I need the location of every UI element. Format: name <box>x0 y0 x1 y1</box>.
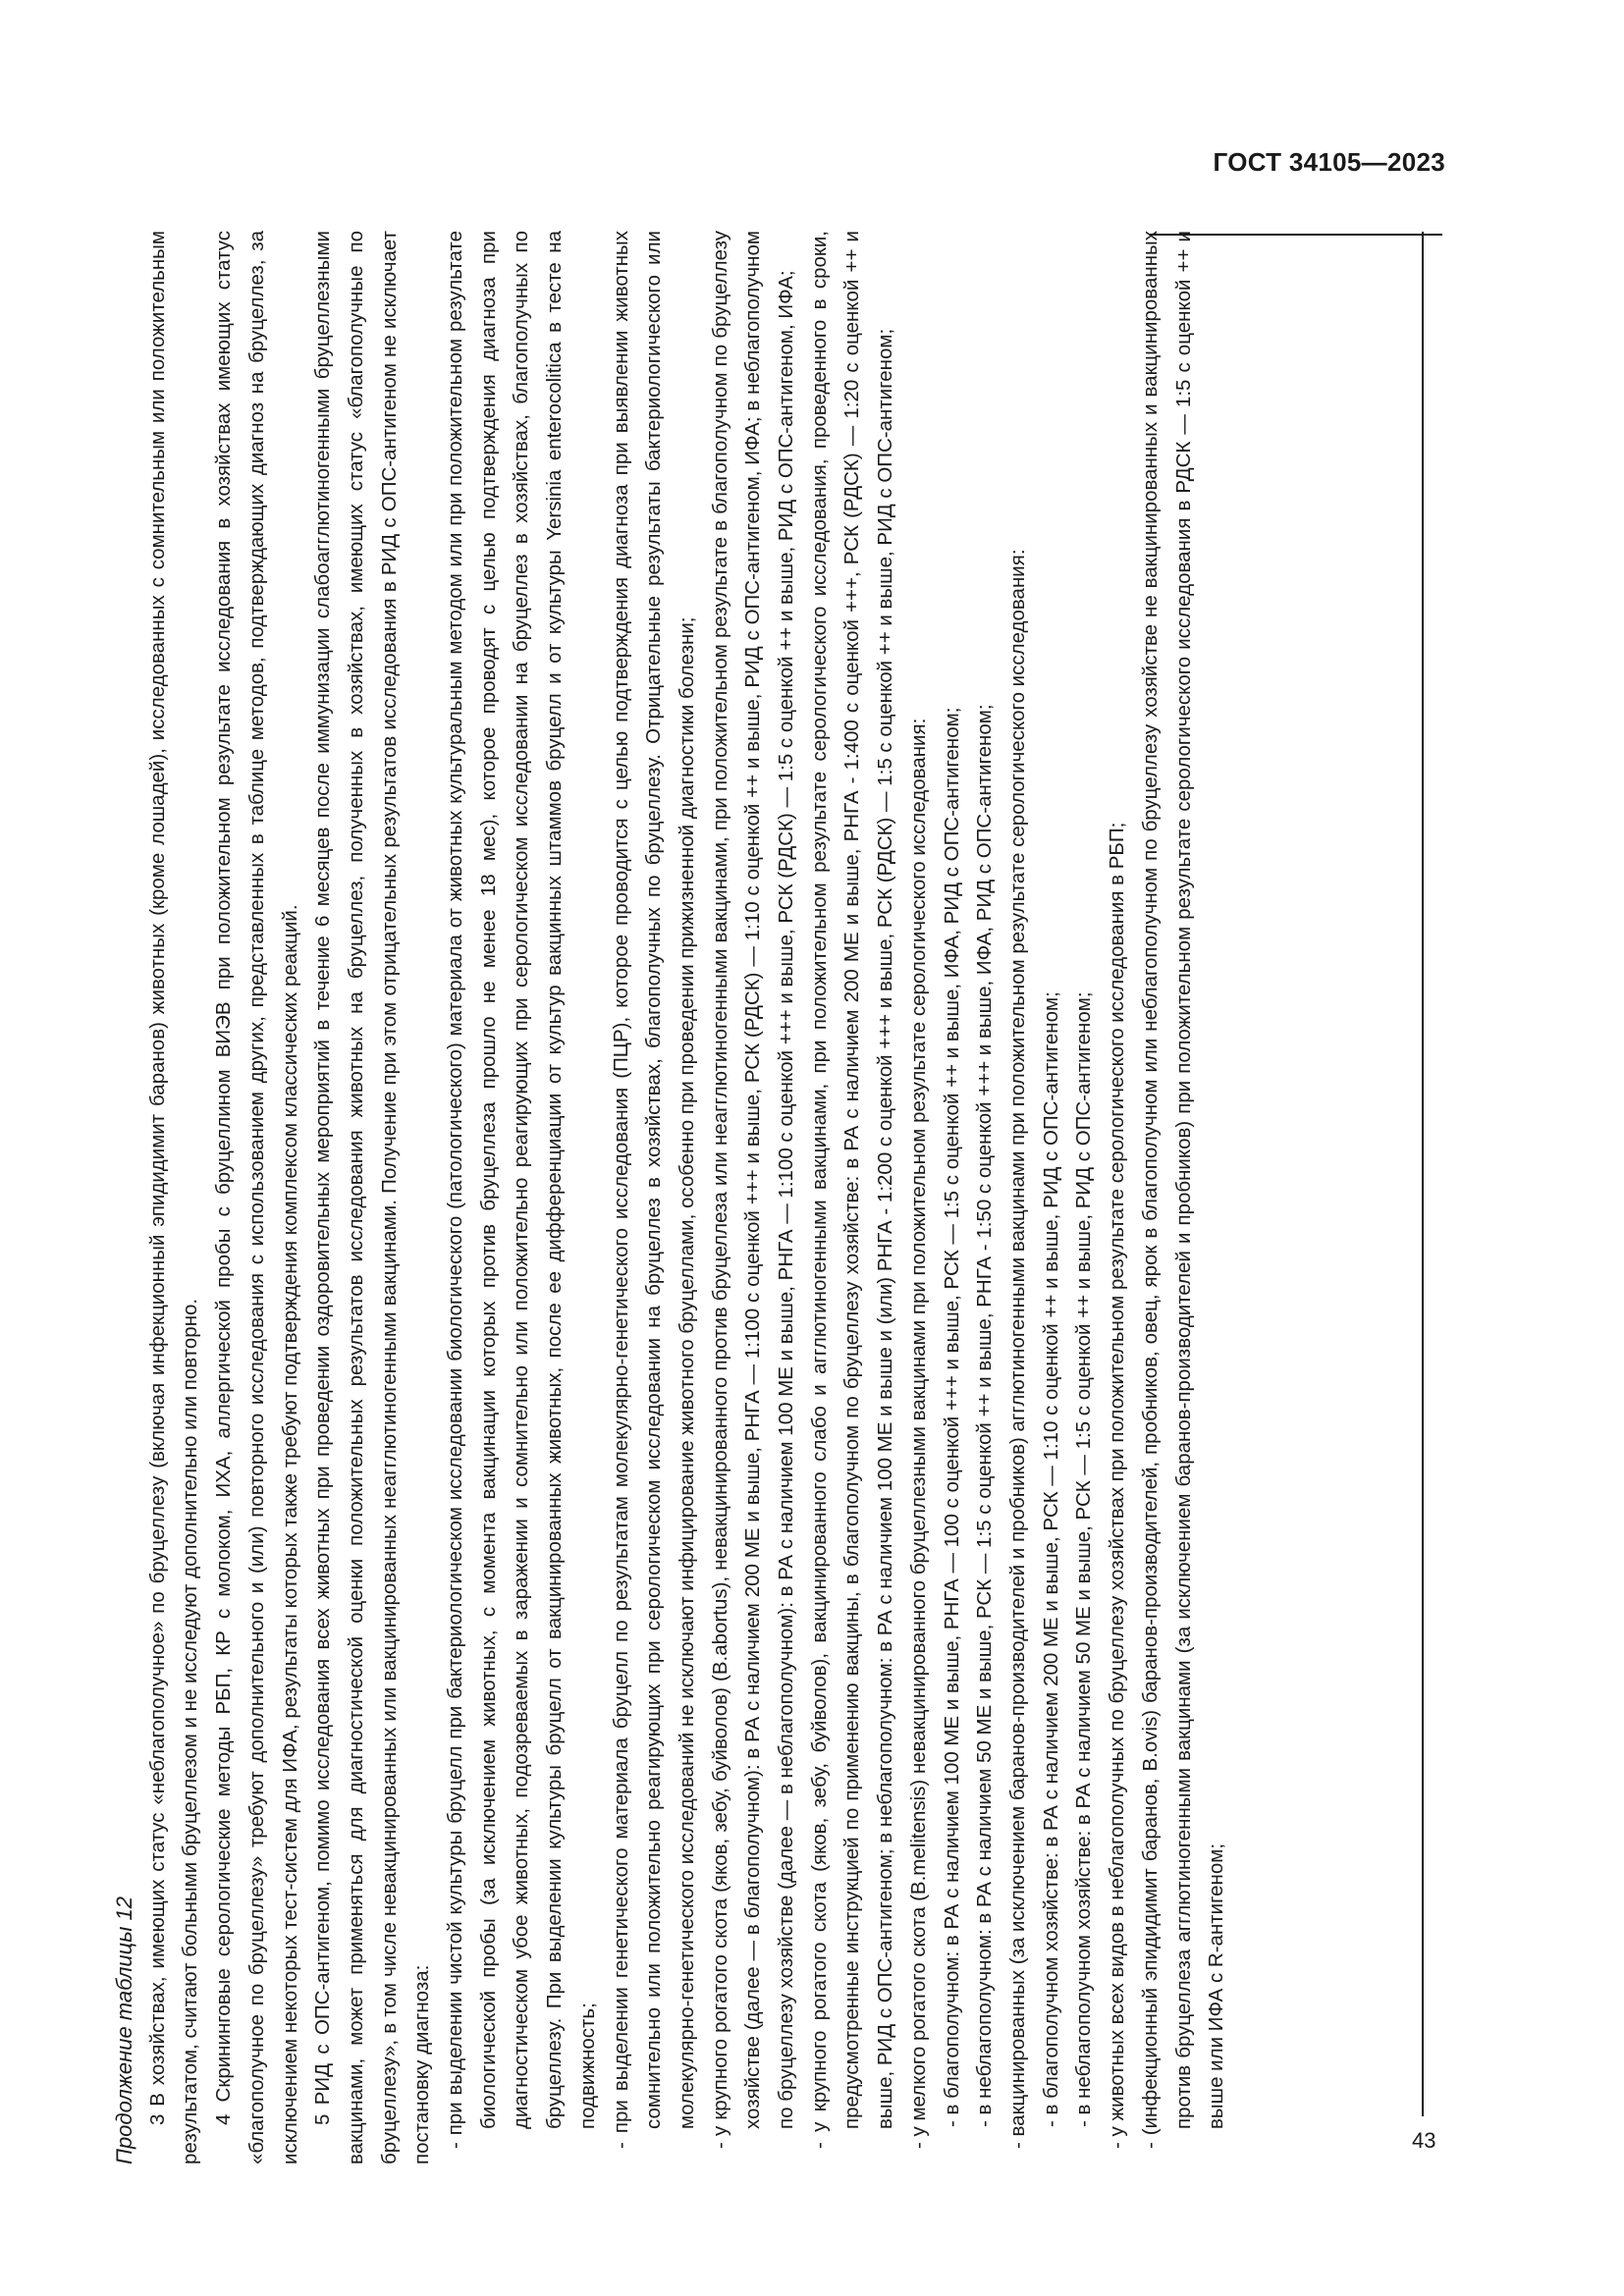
note-5: 5 РИД с ОПС-антигеном, помимо исследования всех животных при проведении оздоровительных мероприятий в течение 6 месяцев после иммунизации слабоагглютиногенными бруцеллезными вакцинами, может применяться для диагностической оценки положительных результатов исследования животных на бруцеллез, полученных в хозяйствах, имеющих статус «благополучные по бруцеллезу», в том числе невакцинированных или вакцинированных неагглютиногенными вакцинами. Получение при этом отрицательных результатов исследования в РИД с ОПС-антигеном не исключает постановку диагноза: <box>311 231 434 2164</box>
list-item: - вакцинированных (за исключением баранов-производителей и пробников) агглютиногенными вакцинами при положительном результате серологического исследования: <box>1005 549 1029 2149</box>
note-4: 4 Скрининговые серологические методы РБП, КР с молоком, ИХА, аллергической пробы с бруцеллином ВИЭВ при положительном результате исследования в хозяйствах имеющих статус «благополучное по бруцеллезу» требуют дополнительного и (или) повторного исследования с использованием других, представленных в таблице методов, подтверждающих диагноз на бруцеллез, за исключением некоторых тест-систем для ИФА, результаты которых также требуют подтверждения комплексом классических реакций. <box>212 231 301 2164</box>
document-code: ГОСТ 34105—2023 <box>1213 147 1445 177</box>
list-item: - при выделении чистой культуры бруцелл при бактериологическом исследовании биологического (патологического) материала от животных культуральным методом или при положительном результате биологической пробы (за исключением животных, с момента вакцинации которых против бруцеллеза прошло не менее 18 мес), которое проводят с целью подтверждения диагноза при диагностическом убое животных, подозреваемых в заражении и сомнительно или положительно реагирующих при серологическом исследовании на бруцеллез в хозяйствах, благополучных по бруцеллезу. При выделении культуры бруцелл от вакцинированных животных, после ее дифференциации от культур вакцинных штаммов бруцелл и от культуры Yersinia enterocolitica в тесте на подвижность; <box>444 231 599 2149</box>
sub-list-item: - в неблагополучном: в РА с наличием 50 МЕ и выше, РСК — 1:5 с оценкой ++ и выше, РНГА - 1:50 с оценкой +++ и выше, ИФА, РИД с ОПС-антигеном; <box>973 704 997 2127</box>
list-item: - (инфекционный эпидидимит баранов, B.ovis) баранов-производителей, пробников, овец, ярок в благополучном или неблагополучном по бруцеллезу хозяйстве не вакцинированных и вакцинированных против бруцеллеза агглютиногенными вакцинами (за исключением баранов-производителей и пробников) при положительном результате серологического исследования в РДСК — 1:5 с оценкой ++ и выше или ИФА с R-антигеном; <box>1138 231 1228 2149</box>
sub-list-item: - в неблагополучном хозяйстве: в РА с наличием 50 МЕ и выше, РСК — 1:5 с оценкой ++ и выше, РИД с ОПС-антигеном; <box>1072 991 1096 2127</box>
list-item: - у крупного рогатого скота (яков, зебу, буйволов) (B.abortus), невакцинированного против бруцеллеза или неагглютиногенными вакцинами, при положительном результате в благополучном по бруцеллезу хозяйстве (далее — в благополучном): в РА с наличием 200 МЕ и выше, РНГА — 1:100 с оценкой +++ и выше, РСК (РДСК) — 1:10 с оценкой ++ и выше, РИД с ОПС-антигеном, ИФА; в неблагополучном по бруцеллезу хозяйстве (далее — в неблагополучном): в РА с наличием 100 МЕ и выше, РНГА — 1:100 с оценкой +++ и выше, РСК (РДСК) — 1:5 с оценкой ++ и выше, РИД с ОПС-антигеном, ИФА; <box>708 231 798 2149</box>
rotated-table-content <box>108 231 1424 2164</box>
sub-list-item: - в благополучном хозяйстве: в РА с наличием 200 МЕ и выше, РСК — 1:10 с оценкой ++ и выше, РИД с ОПС-антигеном; <box>1039 991 1062 2127</box>
list-item: - при выделении генетического материала бруцелл по результатам молекулярно-генетического исследования (ПЦР), которое проводится с целью подтверждения диагноза при выявлении животных сомнительно или положительно реагирующих при серологическом исследовании на бруцеллез в хозяйствах, благополучных по бруцеллезу. Отрицательные результаты бактериологического или молекулярно-генетического исследований не исключают инфицирование животного бруцеллами, особенно при проведении прижизненной диагностики болезни; <box>609 231 698 2149</box>
list-item: - у животных всех видов в неблагополучных по бруцеллезу хозяйствах при положительном результате серологического исследования в РБП; <box>1106 822 1129 2149</box>
list-item: - у крупного рогатого скота (яков, зебу, буйволов), вакцинированного слабо и агглютиногенными вакцинами, при положительном результате серологического исследования, проведенного в сроки, предусмотренные инструкцией по применению вакцины, в благополучном по бруцеллезу хозяйстве: в РА с наличием 200 МЕ и выше, РНГА - 1:400 с оценкой +++, РСК (РДСК) — 1:20 с оценкой ++ и выше, РИД с ОПС-антигеном; в неблагополучном: в РА с наличием 100 МЕ и выше и (или) РНГА - 1:200 с оценкой +++ и выше, РСК (РДСК) — 1:5 с оценкой ++ и выше, РИД с ОПС-антигеном; <box>807 231 897 2149</box>
sub-list-item: - в благополучном: в РА с наличием 100 МЕ и выше, РНГА — 100 с оценкой +++ и выше, РСК — 1:5 с оценкой ++ и выше, ИФА, РИД с ОПС-антигеном; <box>940 707 963 2127</box>
table-continuation-caption: Продолжение таблицы 12 <box>112 1896 136 2164</box>
list-item: - у мелкого рогатого скота (B.melitensis) невакцинированного бруцеллезными вакцинами при положительном результате серологического исследования: <box>906 718 930 2149</box>
note-3: 3 В хозяйствах, имеющих статус «неблагополучное» по бруцеллезу (включая инфекционный эпидидимит баранов) животных (кроме лошадей), исследованных с сомнительным или положительным результатом, считают больными бруцеллезом и не исследуют дополнительно или повторно. <box>145 231 202 2164</box>
page-number: 43 <box>1412 2128 1436 2153</box>
